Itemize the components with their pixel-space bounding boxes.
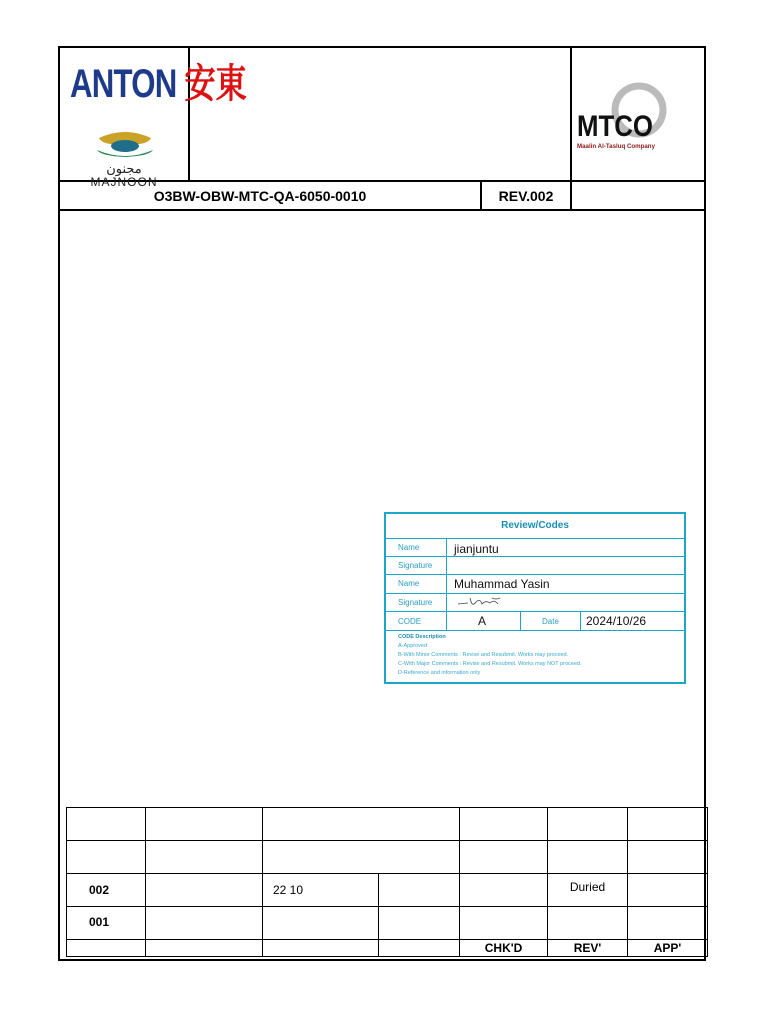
reviewer-cell: Duried [548, 874, 628, 907]
table-cell [460, 841, 548, 874]
table-cell [460, 907, 548, 940]
table-cell [146, 940, 263, 957]
stamp-row-divider [386, 593, 684, 594]
table-cell [67, 808, 146, 841]
table-cell [146, 874, 263, 907]
anton-logo-latin: ANTON [70, 62, 177, 106]
table-cell [67, 940, 146, 957]
stamp-signature-label: Signature [398, 598, 433, 607]
table-row [67, 808, 708, 841]
checked-header: CHK'D [460, 940, 548, 957]
table-row [67, 874, 708, 907]
stamp-col-divider [520, 611, 521, 630]
mtco-logo-subtext: Maalin Al-Tasluq Company [577, 144, 656, 150]
approved-header: APP' [628, 940, 708, 957]
stamp-description-line: B-With Minor Comments : Revise and Resubmit. Works may proceed. [398, 652, 569, 658]
table-row [67, 907, 708, 940]
table-cell [379, 907, 460, 940]
date-cell: 22 10 [263, 874, 379, 907]
reviewed-header: REV' [548, 940, 628, 957]
majnoon-logo-icon [93, 128, 157, 160]
table-cell [67, 841, 146, 874]
majnoon-latin: MAJNOON [90, 175, 158, 189]
table-cell [146, 907, 263, 940]
stamp-signature-label: Signature [398, 561, 433, 570]
table-cell [548, 808, 628, 841]
table-cell [628, 907, 708, 940]
table-cell [146, 808, 263, 841]
table-cell [628, 841, 708, 874]
stamp-name-label: Name [398, 579, 420, 588]
docno-divider [58, 209, 706, 211]
stamp-date-value: 2024/10/26 [586, 614, 647, 628]
table-cell [263, 940, 379, 957]
table-row [67, 940, 708, 957]
stamp-description-title: CODE Description [398, 634, 446, 640]
revision-number-cell: 002 [67, 874, 146, 907]
table-cell [379, 940, 460, 957]
majnoon-arabic: مجنون [106, 161, 142, 176]
anton-logo [70, 64, 247, 104]
stamp-date-label: Date [542, 617, 559, 626]
stamp-name-value: jianjuntu [454, 542, 499, 556]
stamp-description-line: D-Reference and information only [398, 670, 481, 676]
stamp-label-col-divider [446, 538, 447, 630]
majnoon-logo-text [68, 162, 180, 188]
document-number: O3BW-OBW-MTC-QA-6050-0010 [153, 188, 367, 204]
table-cell [628, 874, 708, 907]
table-row [67, 841, 708, 874]
table-cell [548, 841, 628, 874]
stamp-row-divider [386, 556, 684, 557]
handwritten-signature [456, 594, 506, 610]
revision-table [66, 807, 708, 957]
stamp-code-label: CODE [398, 617, 422, 626]
mtco-logo-icon [573, 80, 705, 160]
table-cell [263, 907, 379, 940]
table-cell [263, 841, 460, 874]
table-cell [460, 808, 548, 841]
stamp-row-divider [386, 574, 684, 575]
table-cell [379, 874, 460, 907]
stamp-col-divider [580, 611, 581, 630]
mtco-logo-text: MTCO [577, 110, 653, 143]
stamp-description-line: C-With Major Comments : Revise and Resubmit. Works may NOT proceed. [398, 661, 582, 667]
stamp-name-value: Muhammad Yasin [454, 577, 550, 591]
anton-logo-chinese: 安東 [184, 62, 247, 106]
stamp-name-label: Name [398, 543, 420, 552]
table-cell [548, 907, 628, 940]
stamp-row-divider [386, 630, 684, 631]
table-cell [263, 808, 460, 841]
stamp-code-value: A [478, 614, 487, 628]
header-col-2 [570, 46, 572, 210]
review-stamp [384, 512, 686, 684]
table-cell [146, 841, 263, 874]
table-cell [628, 808, 708, 841]
stamp-title: Review/Codes [501, 520, 569, 531]
table-cell [460, 874, 548, 907]
stamp-row-divider [386, 611, 684, 612]
revision-label: REV.002 [498, 188, 554, 204]
stamp-row-divider [386, 538, 684, 539]
stamp-description-line: A-Approved [398, 643, 428, 649]
revision-number-cell: 001 [67, 907, 146, 940]
